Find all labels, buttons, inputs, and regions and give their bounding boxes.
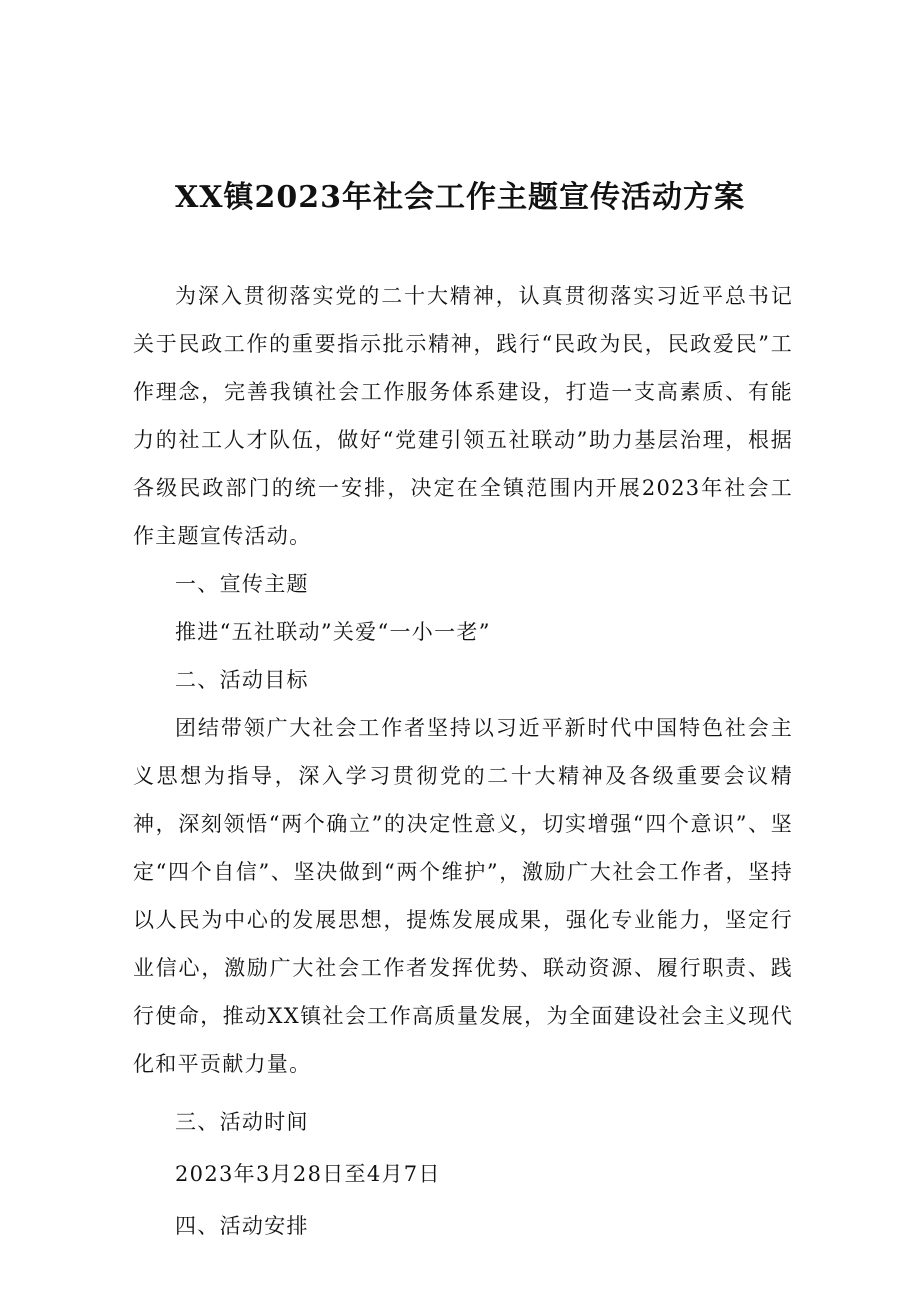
section-heading-arrangement: 四、活动安排 [175,1214,309,1238]
section-heading-time: 三、活动时间 [175,1110,309,1134]
document-title: XX镇2023年社会工作主题宣传活动方案 [174,180,746,215]
intro-paragraph: 为深入贯彻落实党的二十大精神，认真贯彻落实习近平总书记关于民政工作的重要指示批示精神，践行“民政为民，民政爱民”工作理念，完善我镇社会工作服务体系建设，打造一支高素质、有能力的社工人才队伍，做好“党建引领五社联动”助力基层治理，根据各级民政部门的统一安排，决定在全镇范围内开展2023年社会工作主题宣传活动。 [133,284,793,548]
section-body-goals: 团结带领广大社会工作者坚持以习近平新时代中国特色社会主义思想为指导，深入学习贯彻党的二十大精神及各级重要会议精神，深刻领悟“两个确立”的决定性意义，切实增强“四个意识”、坚定“四个自信”、坚决做到“两个维护”，激励广大社会工作者，坚持以人民为中心的发展思想，提炼发展成果，强化专业能力，坚定行业信心，激励广大社会工作者发挥优势、联动资源、履行职责、践行使命，推动XX镇社会工作高质量发展，为全面建设社会主义现代化和平贡献力量。 [133,716,793,1076]
section-heading-goals: 二、活动目标 [175,668,309,692]
section-body-time: 2023年3月28日至4月7日 [175,1162,441,1186]
section-body-theme: 推进“五社联动”关爱“一小一老” [175,620,491,644]
document-body [133,272,793,1250]
section-heading-theme: 一、宣传主题 [175,572,309,596]
